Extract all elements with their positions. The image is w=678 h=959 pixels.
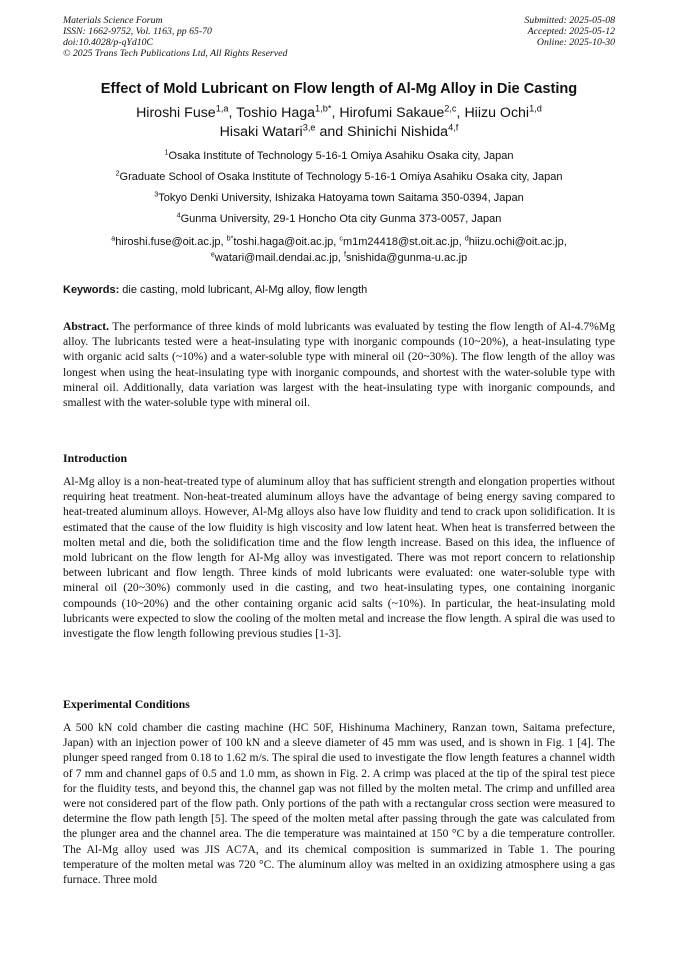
author-name: Hiizu Ochi xyxy=(464,105,530,121)
email-mark: f xyxy=(343,250,346,259)
keywords xyxy=(63,284,623,296)
affiliation xyxy=(0,171,678,183)
affiliation xyxy=(0,213,678,225)
email-address[interactable]: hiroshi.fuse@oit.ac.jp, xyxy=(115,236,227,248)
affiliation-mark: 3 xyxy=(154,190,159,199)
keywords-text: die casting, mold lubricant, Al-Mg alloy, flow length xyxy=(119,284,368,296)
journal-doi[interactable]: doi:10.4028/p-qYd10C xyxy=(63,37,154,48)
abstract-text: The performance of three kinds of mold lubricants was evaluated by testing the flow length of Al-4.7%Mg alloy. The lubricants tested were a heat-insulating type with inorganic compounds (10~20%), a heat-insulating type with organic acid salts (~10%) and a water-soluble type with mineral oil (20~30%). The flow length of the alloy was longest when using the heat-insulating type with inorganic compounds, and shortest with the water-soluble type with mineral oil. Additionally, data variation was largest with the heat-insulating type with inorganic compounds, and smallest with the water-soluble type with mineral oil. xyxy=(63,320,615,410)
email-address[interactable]: m1m24418@st.oit.ac.jp, xyxy=(342,236,465,248)
author-affiliation-mark: 1,a xyxy=(215,103,229,114)
author-affiliation-mark: 1,b* xyxy=(315,103,332,114)
journal-name: Materials Science Forum xyxy=(63,15,163,26)
author-name: Shinichi Nishida xyxy=(347,124,449,140)
journal-info xyxy=(63,15,287,59)
online-date: Online: 2025-10-30 xyxy=(536,37,615,48)
author-separator: , xyxy=(331,105,340,121)
accepted-date: Accepted: 2025-05-12 xyxy=(527,26,615,37)
author-affiliation-mark: 1,d xyxy=(529,103,542,114)
email-address[interactable]: snishida@gunma-u.ac.jp xyxy=(345,252,468,264)
author-list xyxy=(0,104,678,142)
email-mark: b* xyxy=(226,234,234,243)
abstract xyxy=(63,319,615,410)
keywords-label: Keywords: xyxy=(63,284,120,296)
author-separator: , xyxy=(456,105,465,121)
author-line-2 xyxy=(0,123,678,142)
introduction-text: Al-Mg alloy is a non-heat-treated type of aluminum alloy that has sufficient strength and elongation properties without requiring heat treatment. Non-heat-treated aluminum alloys have the advantage of being energy saving compared to heat-treated aluminum alloys. However, Al-Mg alloys also have low fluidity and tend to crack upon solidification. It is estimated that the cause of the low fluidity is high viscosity and low latent heat. When heat is transferred between the molten metal and die, both the solidification time and the flow length increase. Based on this idea, the influence of mold lubricant on the flow length for Al-Mg alloy was investigated. There was mot report concern to relationship between lubricant and flow length. Three kinds of mold lubricants were evaluated: one water-soluble type with mineral oil (20~30%) commonly used in die casting, and two heat-insulating types, one containing inorganic compounds (10~20%) and the other containing organic acid salts (~10%). In particular, the heat-insulating mold lubricants were expected to slow the cooling of the molten metal and increase the flow length. A spiral die was used to investigate the flow length following previous studies [1-3]. xyxy=(63,475,615,641)
email-mark: d xyxy=(464,234,469,243)
affiliation xyxy=(0,150,678,162)
email-line-1 xyxy=(0,234,678,250)
author-affiliation-mark: 3,e xyxy=(302,122,316,133)
author-line-1 xyxy=(0,104,678,123)
abstract-label: Abstract. xyxy=(63,320,110,333)
author-affiliation-mark: 4,f xyxy=(448,122,459,133)
introduction-heading: Introduction xyxy=(63,451,128,465)
author-name: Toshio Haga xyxy=(236,105,316,121)
email-address[interactable]: watari@mail.dendai.ac.jp, xyxy=(214,252,344,264)
affiliation-mark: 4 xyxy=(176,211,181,220)
author-separator: , xyxy=(228,105,237,121)
author-name: Hirofumi Sakaue xyxy=(339,105,445,121)
affiliation-text: Gunma University, 29-1 Honcho Ota city Gunma 373-0057, Japan xyxy=(180,213,502,225)
journal-copyright: © 2025 Trans Tech Publications Ltd, All Rights Reserved xyxy=(63,48,288,59)
journal-issn: ISSN: 1662-9752, Vol. 1163, pp 65-70 xyxy=(63,26,212,37)
submitted-date: Submitted: 2025-05-08 xyxy=(524,15,615,26)
email-mark: c xyxy=(339,234,343,243)
publication-dates xyxy=(524,15,615,48)
author-separator: and xyxy=(315,124,348,140)
author-affiliation-mark: 2,c xyxy=(444,103,457,114)
affiliation-text: Osaka Institute of Technology 5-16-1 Omiya Asahiku Osaka city, Japan xyxy=(168,150,514,162)
author-name: Hiroshi Fuse xyxy=(136,105,216,121)
experimental-heading: Experimental Conditions xyxy=(63,697,190,711)
paper-title: Effect of Mold Lubricant on Flow length of Al-Mg Alloy in Die Casting xyxy=(100,81,578,97)
email-address[interactable]: hiizu.ochi@oit.ac.jp, xyxy=(468,236,567,248)
email-line-2 xyxy=(0,250,678,266)
email-list xyxy=(0,234,678,266)
affiliation-text: Graduate School of Osaka Institute of Technology 5-16-1 Omiya Asahiku Osaka city, Japan xyxy=(119,171,563,183)
affiliation-text: Tokyo Denki University, Ishizaka Hatoyama town Saitama 350-0394, Japan xyxy=(158,192,524,204)
author-name: Hisaki Watari xyxy=(219,124,303,140)
email-mark: e xyxy=(210,250,215,259)
email-mark: a xyxy=(111,234,116,243)
email-address[interactable]: toshi.haga@oit.ac.jp, xyxy=(233,236,340,248)
affiliation-mark: 2 xyxy=(115,169,120,178)
experimental-text: A 500 kN cold chamber die casting machine (HC 50F, Hishinuma Machinery, Ranzan town, Saitama prefecture, Japan) with an injection power of 100 kN and a sleeve diameter of 45 mm was used, and is shown in Fig. 1 [4]. The plunger speed ranged from 0.18 to 1.62 m/s. The spiral die used to investigate the flow length features a channel width of 7 mm and channel gaps of 0.5 and 1.0 mm, as shown in Fig. 2. A crimp was placed at the tip of the spiral test piece for the fluidity tests, and beyond this, the channel gap was not filled by the molten metal. The crimp and unfilled area were not considered part of the flow path. Only portions of the path with a rectangular cross section were measured to determine the flow path length [5]. The speed of the molten metal after passing through the gate was calculated from the plunger area and the channel area. The die temperature was maintained at 150 °C by a die temperature controller. The Al-Mg alloy used was JIS AC7A, and its chemical composition is summarized in Table 1. The pouring temperature of the molten metal was 720 °C. The aluminum alloy was melted in an oxidizing atmosphere using a gas furnace. Three mold xyxy=(63,721,615,887)
affiliation-mark: 1 xyxy=(164,148,169,157)
affiliation xyxy=(0,192,678,204)
